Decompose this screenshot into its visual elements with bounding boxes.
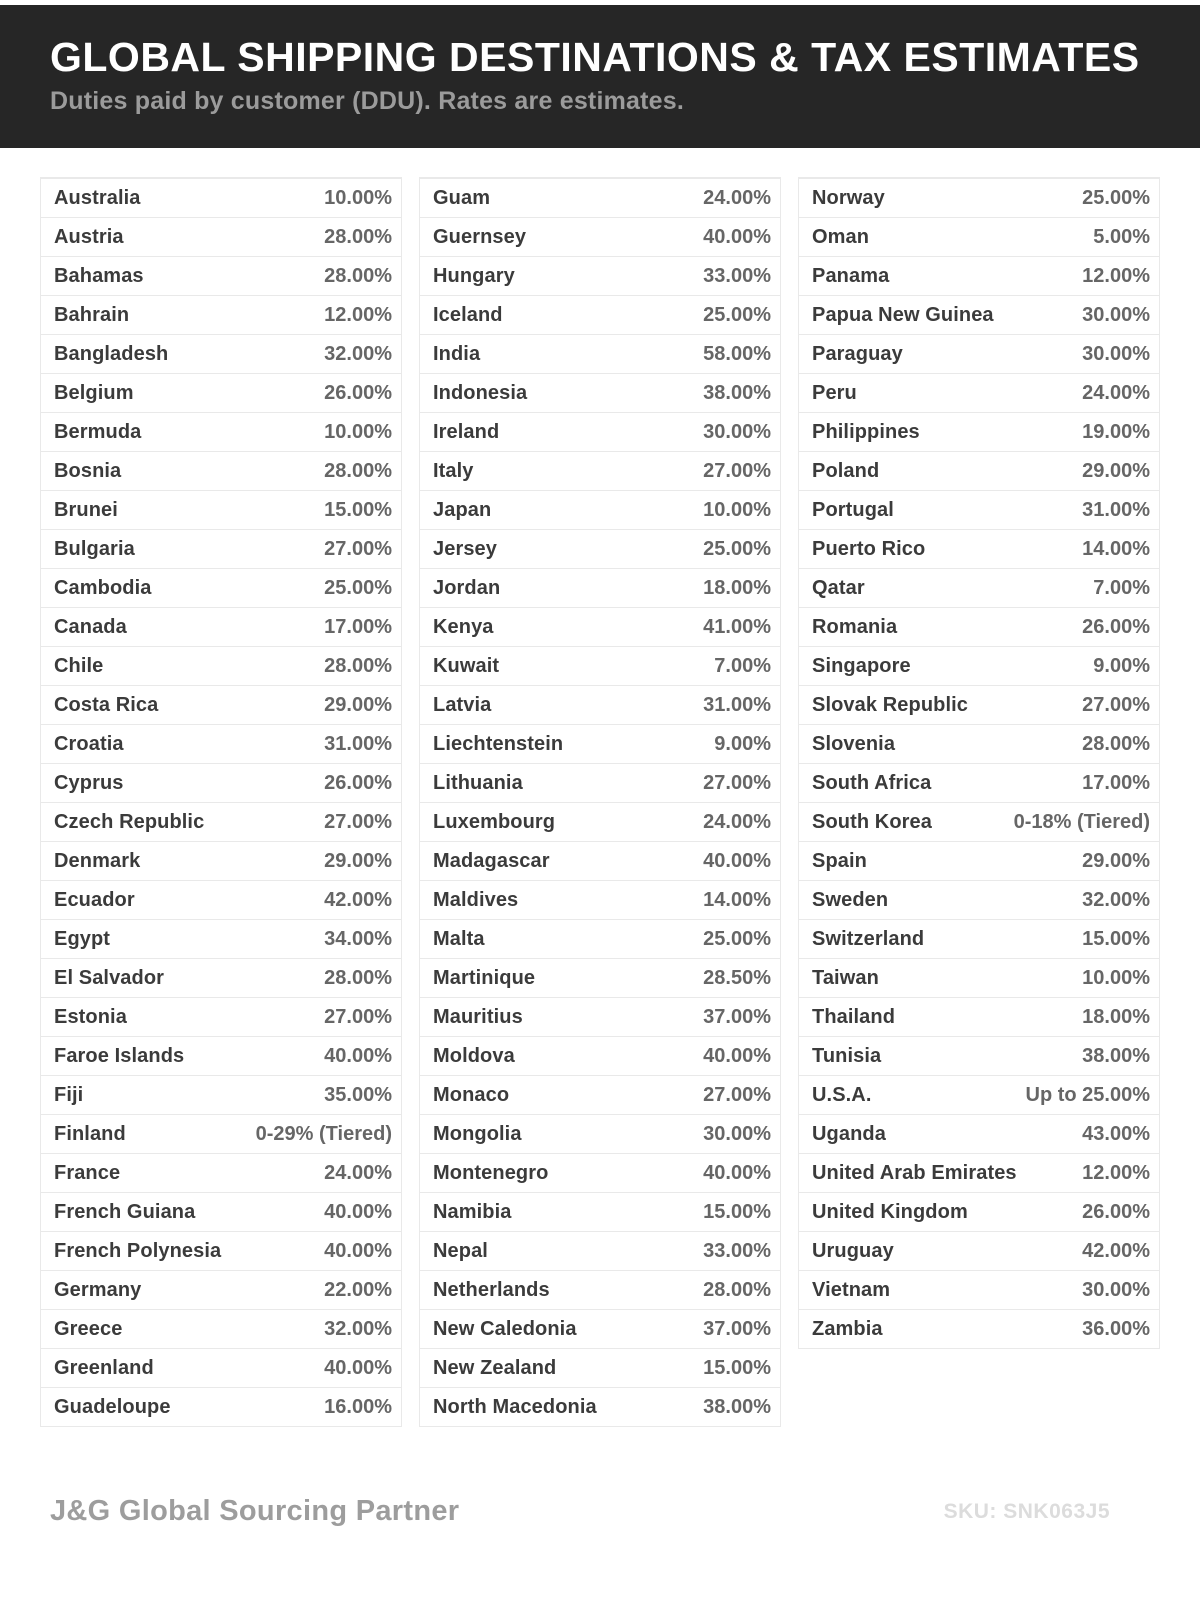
rate-row bbox=[799, 451, 1159, 490]
rate-row bbox=[420, 958, 780, 997]
tax-rate-value: 24.00% bbox=[703, 186, 771, 209]
country-name: Panama bbox=[812, 264, 890, 287]
rate-row bbox=[41, 217, 401, 256]
country-name: Belgium bbox=[54, 381, 134, 404]
country-name: Bosnia bbox=[54, 459, 122, 482]
tax-rate-value: 38.00% bbox=[1082, 1044, 1150, 1067]
tax-rate-value: 17.00% bbox=[1082, 771, 1150, 794]
tax-rate-value: 28.00% bbox=[324, 654, 392, 677]
country-name: Guernsey bbox=[433, 225, 527, 248]
country-name: Mongolia bbox=[433, 1122, 522, 1145]
brand-name: J&G Global Sourcing Partner bbox=[50, 1495, 460, 1527]
tax-rate-value: 7.00% bbox=[714, 654, 771, 677]
country-name: Guam bbox=[433, 186, 491, 209]
country-name: Singapore bbox=[812, 654, 911, 677]
tax-rate-value: 26.00% bbox=[1082, 615, 1150, 638]
rate-row bbox=[41, 1231, 401, 1270]
tax-rate-value: 35.00% bbox=[324, 1083, 392, 1106]
tax-rate-value: 0-29% (Tiered) bbox=[255, 1122, 392, 1145]
tax-rate-value: 9.00% bbox=[714, 732, 771, 755]
tax-rate-value: 27.00% bbox=[703, 459, 771, 482]
country-name: Germany bbox=[54, 1278, 142, 1301]
tax-rate-value: 42.00% bbox=[1082, 1239, 1150, 1262]
rate-row bbox=[420, 490, 780, 529]
tax-rate-value: 25.00% bbox=[703, 303, 771, 326]
rate-row bbox=[41, 607, 401, 646]
country-name: New Caledonia bbox=[433, 1317, 577, 1340]
rate-row bbox=[420, 607, 780, 646]
country-name: Oman bbox=[812, 225, 870, 248]
tax-rates-grid bbox=[0, 177, 1200, 1427]
tax-rate-value: 27.00% bbox=[703, 771, 771, 794]
tax-rate-value: 30.00% bbox=[703, 420, 771, 443]
country-name: Puerto Rico bbox=[812, 537, 926, 560]
rate-row bbox=[41, 1114, 401, 1153]
rates-column-2 bbox=[419, 177, 781, 1427]
country-name: Malta bbox=[433, 927, 485, 950]
rate-row bbox=[799, 919, 1159, 958]
tax-rate-value: 28.00% bbox=[324, 966, 392, 989]
rate-row bbox=[420, 997, 780, 1036]
country-name: Bermuda bbox=[54, 420, 142, 443]
rate-row bbox=[41, 1387, 401, 1426]
country-name: Iceland bbox=[433, 303, 503, 326]
country-name: Indonesia bbox=[433, 381, 528, 404]
country-name: Jordan bbox=[433, 576, 501, 599]
tax-rate-value: 32.00% bbox=[324, 342, 392, 365]
rate-row bbox=[420, 685, 780, 724]
country-name: Switzerland bbox=[812, 927, 925, 950]
rate-row bbox=[420, 646, 780, 685]
country-name: Thailand bbox=[812, 1005, 896, 1028]
rate-row bbox=[420, 1153, 780, 1192]
rate-row bbox=[799, 568, 1159, 607]
tax-rate-value: 40.00% bbox=[703, 849, 771, 872]
tax-rate-value: 15.00% bbox=[324, 498, 392, 521]
tax-rate-value: 30.00% bbox=[703, 1122, 771, 1145]
rate-row bbox=[799, 1192, 1159, 1231]
tax-rate-value: 28.00% bbox=[324, 225, 392, 248]
country-name: Italy bbox=[433, 459, 474, 482]
country-name: Taiwan bbox=[812, 966, 879, 989]
country-name: Ireland bbox=[433, 420, 500, 443]
tax-rate-value: 31.00% bbox=[1082, 498, 1150, 521]
rate-row bbox=[420, 1114, 780, 1153]
tax-rate-value: 22.00% bbox=[324, 1278, 392, 1301]
country-name: Namibia bbox=[433, 1200, 512, 1223]
tax-rate-value: 25.00% bbox=[324, 576, 392, 599]
rate-row bbox=[799, 1075, 1159, 1114]
tax-rate-value: 27.00% bbox=[324, 537, 392, 560]
tax-rate-value: 28.00% bbox=[324, 264, 392, 287]
tax-rate-value: 28.00% bbox=[324, 459, 392, 482]
tax-rate-value: 17.00% bbox=[324, 615, 392, 638]
tax-rate-value: 40.00% bbox=[703, 225, 771, 248]
page-subtitle: Duties paid by customer (DDU). Rates are estimates. bbox=[50, 87, 685, 116]
rate-row bbox=[420, 1387, 780, 1426]
country-name: Slovenia bbox=[812, 732, 896, 755]
country-name: Vietnam bbox=[812, 1278, 891, 1301]
country-name: Romania bbox=[812, 615, 898, 638]
country-name: Chile bbox=[54, 654, 104, 677]
country-name: Estonia bbox=[54, 1005, 127, 1028]
rate-row bbox=[41, 841, 401, 880]
tax-rate-value: 34.00% bbox=[324, 927, 392, 950]
rate-row bbox=[799, 490, 1159, 529]
country-name: Lithuania bbox=[433, 771, 523, 794]
country-name: South Korea bbox=[812, 810, 932, 833]
rate-row bbox=[41, 451, 401, 490]
country-name: Japan bbox=[433, 498, 492, 521]
rates-column-3 bbox=[798, 177, 1160, 1349]
rate-row bbox=[799, 1270, 1159, 1309]
country-name: United Kingdom bbox=[812, 1200, 968, 1223]
rate-row bbox=[799, 295, 1159, 334]
tax-rate-value: 26.00% bbox=[324, 771, 392, 794]
tax-rate-value: 37.00% bbox=[703, 1317, 771, 1340]
rate-row bbox=[799, 1114, 1159, 1153]
rate-row bbox=[41, 334, 401, 373]
tax-rate-value: 43.00% bbox=[1082, 1122, 1150, 1145]
rate-row bbox=[799, 256, 1159, 295]
country-name: Qatar bbox=[812, 576, 865, 599]
country-name: Costa Rica bbox=[54, 693, 159, 716]
rate-row bbox=[799, 373, 1159, 412]
tax-rate-value: 25.00% bbox=[703, 927, 771, 950]
rate-row bbox=[799, 841, 1159, 880]
tax-rate-value: 29.00% bbox=[1082, 459, 1150, 482]
rate-row bbox=[41, 646, 401, 685]
tax-rate-value: 24.00% bbox=[703, 810, 771, 833]
country-name: Finland bbox=[54, 1122, 126, 1145]
country-name: Sweden bbox=[812, 888, 889, 911]
country-name: Cyprus bbox=[54, 771, 124, 794]
rate-row bbox=[799, 880, 1159, 919]
country-name: Portugal bbox=[812, 498, 894, 521]
country-name: Netherlands bbox=[433, 1278, 550, 1301]
tax-rate-value: 10.00% bbox=[703, 498, 771, 521]
tax-rate-value: 30.00% bbox=[1082, 1278, 1150, 1301]
footer bbox=[0, 1495, 1200, 1528]
tax-rate-value: 25.00% bbox=[1082, 186, 1150, 209]
country-name: Hungary bbox=[433, 264, 515, 287]
tax-rate-value: 15.00% bbox=[703, 1356, 771, 1379]
tax-rate-value: 38.00% bbox=[703, 381, 771, 404]
tax-rate-value: 33.00% bbox=[703, 264, 771, 287]
rate-row bbox=[799, 217, 1159, 256]
tax-rate-value: 28.00% bbox=[1082, 732, 1150, 755]
country-name: Poland bbox=[812, 459, 880, 482]
country-name: France bbox=[54, 1161, 121, 1184]
rate-row bbox=[799, 1231, 1159, 1270]
country-name: Zambia bbox=[812, 1317, 883, 1340]
country-name: Luxembourg bbox=[433, 810, 556, 833]
tax-rate-value: 12.00% bbox=[1082, 264, 1150, 287]
tax-rate-value: 9.00% bbox=[1093, 654, 1150, 677]
rate-row bbox=[799, 1036, 1159, 1075]
country-name: Mauritius bbox=[433, 1005, 523, 1028]
country-name: Denmark bbox=[54, 849, 141, 872]
tax-rate-value: 18.00% bbox=[1082, 1005, 1150, 1028]
tax-rate-value: 16.00% bbox=[324, 1395, 392, 1418]
tax-rate-value: 27.00% bbox=[703, 1083, 771, 1106]
tax-rate-value: 25.00% bbox=[703, 537, 771, 560]
country-name: South Africa bbox=[812, 771, 932, 794]
tax-rate-value: 19.00% bbox=[1082, 420, 1150, 443]
rate-row bbox=[799, 958, 1159, 997]
tax-rate-value: 30.00% bbox=[1082, 303, 1150, 326]
country-name: Austria bbox=[54, 225, 124, 248]
country-name: North Macedonia bbox=[433, 1395, 597, 1418]
rate-row bbox=[41, 178, 401, 217]
rate-row bbox=[420, 1075, 780, 1114]
tax-rate-value: 14.00% bbox=[703, 888, 771, 911]
country-name: El Salvador bbox=[54, 966, 165, 989]
country-name: Tunisia bbox=[812, 1044, 882, 1067]
rate-row bbox=[799, 763, 1159, 802]
tax-rate-value: 28.00% bbox=[703, 1278, 771, 1301]
tax-rate-value: 24.00% bbox=[324, 1161, 392, 1184]
country-name: Papua New Guinea bbox=[812, 303, 994, 326]
rate-row bbox=[420, 1192, 780, 1231]
tax-rate-value: 40.00% bbox=[703, 1161, 771, 1184]
rate-row bbox=[420, 529, 780, 568]
country-name: Kenya bbox=[433, 615, 494, 638]
rate-row bbox=[41, 256, 401, 295]
tax-rate-value: 0-18% (Tiered) bbox=[1013, 810, 1150, 833]
rate-row bbox=[799, 1153, 1159, 1192]
country-name: Monaco bbox=[433, 1083, 510, 1106]
country-name: Uganda bbox=[812, 1122, 886, 1145]
rate-row bbox=[41, 1192, 401, 1231]
country-name: Spain bbox=[812, 849, 867, 872]
rate-row bbox=[420, 880, 780, 919]
tax-rate-value: 5.00% bbox=[1093, 225, 1150, 248]
rate-row bbox=[420, 451, 780, 490]
tax-rate-value: 29.00% bbox=[324, 849, 392, 872]
tax-rate-value: 38.00% bbox=[703, 1395, 771, 1418]
tax-rate-value: 12.00% bbox=[324, 303, 392, 326]
tax-rate-value: 10.00% bbox=[1082, 966, 1150, 989]
tax-rate-value: 26.00% bbox=[324, 381, 392, 404]
rate-row bbox=[41, 568, 401, 607]
tax-rate-value: 14.00% bbox=[1082, 537, 1150, 560]
tax-rate-value: 32.00% bbox=[1082, 888, 1150, 911]
rate-row bbox=[420, 217, 780, 256]
country-name: Brunei bbox=[54, 498, 118, 521]
tax-rate-value: 32.00% bbox=[324, 1317, 392, 1340]
rate-row bbox=[420, 295, 780, 334]
rate-row bbox=[799, 334, 1159, 373]
tax-rate-value: 15.00% bbox=[703, 1200, 771, 1223]
rate-row bbox=[420, 1348, 780, 1387]
country-name: Martinique bbox=[433, 966, 536, 989]
rate-row bbox=[420, 1036, 780, 1075]
country-name: French Guiana bbox=[54, 1200, 196, 1223]
tax-rate-value: 40.00% bbox=[324, 1356, 392, 1379]
country-name: Greenland bbox=[54, 1356, 154, 1379]
country-name: Canada bbox=[54, 615, 127, 638]
rate-row bbox=[420, 724, 780, 763]
rate-row bbox=[799, 997, 1159, 1036]
rate-row bbox=[420, 763, 780, 802]
rate-row bbox=[420, 1270, 780, 1309]
rate-row bbox=[41, 412, 401, 451]
tax-rate-value: 29.00% bbox=[324, 693, 392, 716]
country-name: Guadeloupe bbox=[54, 1395, 171, 1418]
country-name: Peru bbox=[812, 381, 857, 404]
rate-row bbox=[41, 490, 401, 529]
tax-rate-value: 18.00% bbox=[703, 576, 771, 599]
country-name: Philippines bbox=[812, 420, 920, 443]
tax-rate-value: 42.00% bbox=[324, 888, 392, 911]
country-name: Egypt bbox=[54, 927, 111, 950]
tax-rate-value: 33.00% bbox=[703, 1239, 771, 1262]
rate-row bbox=[799, 178, 1159, 217]
rate-row bbox=[41, 685, 401, 724]
tax-rate-value: 40.00% bbox=[703, 1044, 771, 1067]
country-name: Latvia bbox=[433, 693, 492, 716]
rate-row bbox=[420, 373, 780, 412]
tax-rate-value: 10.00% bbox=[324, 186, 392, 209]
tax-rate-value: 31.00% bbox=[324, 732, 392, 755]
country-name: Maldives bbox=[433, 888, 519, 911]
country-name: Paraguay bbox=[812, 342, 903, 365]
country-name: Bahrain bbox=[54, 303, 130, 326]
rate-row bbox=[41, 1075, 401, 1114]
rate-row bbox=[420, 919, 780, 958]
country-name: Czech Republic bbox=[54, 810, 205, 833]
rate-row bbox=[41, 919, 401, 958]
tax-rate-value: 29.00% bbox=[1082, 849, 1150, 872]
tax-rate-value: 40.00% bbox=[324, 1200, 392, 1223]
tax-rate-value: 15.00% bbox=[1082, 927, 1150, 950]
country-name: Greece bbox=[54, 1317, 123, 1340]
tax-rate-value: 30.00% bbox=[1082, 342, 1150, 365]
rate-row bbox=[799, 802, 1159, 841]
country-name: Ecuador bbox=[54, 888, 135, 911]
rate-row bbox=[41, 1036, 401, 1075]
country-name: Moldova bbox=[433, 1044, 515, 1067]
rate-row bbox=[41, 1270, 401, 1309]
country-name: Jersey bbox=[433, 537, 497, 560]
country-name: Cambodia bbox=[54, 576, 152, 599]
country-name: Faroe Islands bbox=[54, 1044, 185, 1067]
rate-row bbox=[41, 880, 401, 919]
country-name: Norway bbox=[812, 186, 885, 209]
rate-row bbox=[41, 997, 401, 1036]
country-name: Uruguay bbox=[812, 1239, 894, 1262]
rate-row bbox=[799, 412, 1159, 451]
tax-rate-value: 36.00% bbox=[1082, 1317, 1150, 1340]
country-name: Bulgaria bbox=[54, 537, 135, 560]
tax-rate-value: 24.00% bbox=[1082, 381, 1150, 404]
country-name: United Arab Emirates bbox=[812, 1161, 1017, 1184]
country-name: India bbox=[433, 342, 481, 365]
rate-row bbox=[799, 724, 1159, 763]
country-name: Croatia bbox=[54, 732, 124, 755]
tax-rate-value: 10.00% bbox=[324, 420, 392, 443]
country-name: French Polynesia bbox=[54, 1239, 222, 1262]
rate-row bbox=[41, 1153, 401, 1192]
tax-rate-value: 27.00% bbox=[1082, 693, 1150, 716]
page-title: GLOBAL SHIPPING DESTINATIONS & TAX ESTIMATES bbox=[50, 34, 1140, 80]
tax-rate-value: 27.00% bbox=[324, 1005, 392, 1028]
rate-row bbox=[41, 295, 401, 334]
country-name: U.S.A. bbox=[812, 1083, 872, 1106]
rate-row bbox=[420, 256, 780, 295]
tax-rate-value: Up to 25.00% bbox=[1025, 1083, 1150, 1106]
rate-row bbox=[41, 802, 401, 841]
tax-rate-value: 40.00% bbox=[324, 1239, 392, 1262]
rate-row bbox=[799, 607, 1159, 646]
country-name: Bangladesh bbox=[54, 342, 169, 365]
tax-rate-value: 41.00% bbox=[703, 615, 771, 638]
tax-rate-value: 58.00% bbox=[703, 342, 771, 365]
rate-row bbox=[420, 841, 780, 880]
header-banner bbox=[0, 5, 1200, 148]
rate-row bbox=[420, 178, 780, 217]
rate-row bbox=[420, 568, 780, 607]
rate-row bbox=[799, 529, 1159, 568]
rate-row bbox=[420, 1309, 780, 1348]
rate-row bbox=[41, 529, 401, 568]
tax-rate-value: 28.50% bbox=[703, 966, 771, 989]
rate-row bbox=[799, 685, 1159, 724]
country-name: Bahamas bbox=[54, 264, 144, 287]
rates-column-1 bbox=[40, 177, 402, 1427]
tax-rate-value: 40.00% bbox=[324, 1044, 392, 1067]
sku-label: SKU: SNK063J5 bbox=[943, 1499, 1110, 1523]
rate-row bbox=[41, 1348, 401, 1387]
rate-row bbox=[799, 646, 1159, 685]
rate-row bbox=[420, 334, 780, 373]
country-name: Australia bbox=[54, 186, 141, 209]
rate-row bbox=[41, 763, 401, 802]
country-name: Nepal bbox=[433, 1239, 488, 1262]
rate-row bbox=[799, 1309, 1159, 1348]
tax-rate-value: 7.00% bbox=[1093, 576, 1150, 599]
country-name: New Zealand bbox=[433, 1356, 557, 1379]
country-name: Slovak Republic bbox=[812, 693, 968, 716]
rate-row bbox=[41, 958, 401, 997]
country-name: Liechtenstein bbox=[433, 732, 564, 755]
tax-rate-value: 26.00% bbox=[1082, 1200, 1150, 1223]
rate-row bbox=[420, 412, 780, 451]
rate-row bbox=[41, 373, 401, 412]
rate-row bbox=[420, 1231, 780, 1270]
rate-row bbox=[420, 802, 780, 841]
country-name: Fiji bbox=[54, 1083, 84, 1106]
rate-row bbox=[41, 1309, 401, 1348]
tax-rate-value: 37.00% bbox=[703, 1005, 771, 1028]
country-name: Madagascar bbox=[433, 849, 550, 872]
tax-rate-value: 31.00% bbox=[703, 693, 771, 716]
rate-row bbox=[41, 724, 401, 763]
country-name: Kuwait bbox=[433, 654, 500, 677]
country-name: Montenegro bbox=[433, 1161, 549, 1184]
tax-rate-value: 27.00% bbox=[324, 810, 392, 833]
tax-rate-value: 12.00% bbox=[1082, 1161, 1150, 1184]
